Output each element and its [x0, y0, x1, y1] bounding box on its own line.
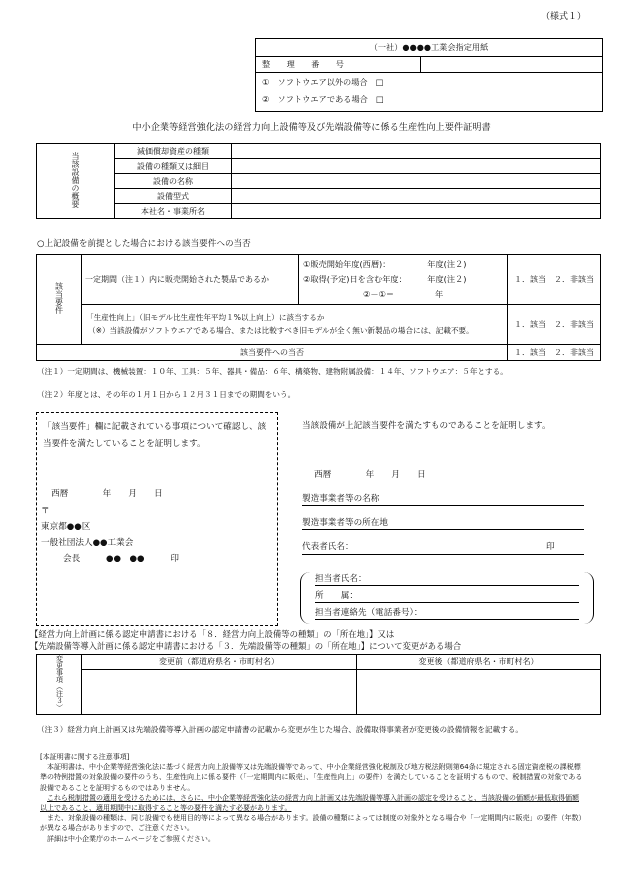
contact-tel-field[interactable]: 担当者連絡先（電話番号）： [315, 608, 579, 620]
change-after-value[interactable] [357, 669, 601, 714]
equipment-value[interactable] [232, 144, 601, 159]
equipment-side-label: 当該設備の概要 [71, 151, 80, 208]
header-box [255, 38, 603, 112]
association-date[interactable]: 西暦 年 月 日 [51, 489, 163, 499]
association-certification [36, 412, 278, 626]
change-before-value[interactable] [82, 669, 357, 714]
association-name: 一般社団法人●●工業会 [41, 538, 134, 548]
ref-number-label: 整 理 番 号 [262, 59, 344, 69]
remarks-paragraph-4: 詳細は中小企業庁のホームページをご参照ください。 [47, 834, 215, 843]
equipment-value[interactable] [232, 174, 601, 189]
requirements-table [36, 254, 601, 361]
change-side-label: 変更事項（注３） [55, 655, 64, 711]
contact-name-field[interactable]: 担当者氏名： [315, 574, 579, 586]
equipment-value[interactable] [232, 204, 601, 219]
sales-start-year[interactable]: ①販売開始年度(西暦)： 年度(注２) [303, 259, 467, 269]
change-after-header: 変更後（都道府県名・市町村名） [357, 655, 601, 670]
association-postal: 〒 [41, 506, 50, 516]
document-title: 中小企業等経営強化法の経営力向上設備等及び先端設備等に係る生産性向上要件証明書 [132, 122, 491, 133]
maker-cert-text: 当該設備が上記該当要件を満たすものであることを証明します。 [302, 421, 551, 431]
year-difference[interactable]: ②－①＝ 年 [363, 289, 444, 299]
remarks-paragraph-1: 本証明書は、中小企業等経営強化法に基づく経営力向上設備等又は先端設備等であって、中小企業経営強化税制及び地方税法附則第64条に規定される固定資産税の課税標準の特例措置の対象設備の要件のうち、生産性向上に係る要件（「一定期間内に販売」、「生産性向上」の要件）を満たしていることを証明するもので、税制措置の対象である設備であることを証明するものではありません。 [40, 763, 583, 792]
equipment-value[interactable] [232, 189, 601, 204]
association-cert-text: 「該当要件」欄に記載されている事項について確認し、該当要件を満たしていることを証明します。 [43, 422, 267, 449]
remarks-heading: [本証明書に関する注意事項] [40, 753, 130, 761]
change-heading-2: 【先端設備等導入計画に係る認定申請書における「３．先端設備等の種類」の「所在地」】について変更がある場合 [30, 641, 462, 651]
remarks-paragraph-3: また、対象設備の種類は、同じ設備でも使用目的等によって異なる場合があります。設備の種類によっては制度の対象外となる場合や「一定期間内に販売」の要件（年数）が異なる場合がありますので、ご注意ください。 [40, 814, 582, 833]
remarks-paragraph-2: これら税制措置の適用を受けるためには、さらに、中小企業等経営強化法の経営力向上計画又は先端設備等導入計画の認定を受けること、当該設備の価額が最低取得価額以上であること、適用期間中に取得すること等の要件を満たす必要があります。 [40, 793, 579, 813]
requirements-side-label: 該当要件 [54, 282, 64, 314]
note-1: （注１）一定期間は、機械装置：１０年、工具：５年、器具・備品：６年、構築物、建物附属設備：１４年、ソフトウエア：５年とする。 [37, 367, 508, 376]
association-address: 東京都●●区 [41, 522, 91, 532]
header-title: （一社）●●●●工業会指定用紙 [369, 42, 489, 52]
equipment-value[interactable] [232, 159, 601, 174]
contact-box [300, 572, 594, 624]
note-3: （注３）経営力向上計画又は先端設備等導入計画の認定申請書の記載から変更が生じた場合、設備取得事業者が変更後の設備情報を記載する。 [37, 725, 523, 734]
equipment-row-label: 設備の種類又は細目 [115, 159, 232, 174]
equipment-table [36, 143, 601, 219]
maker-name-field[interactable]: 製造事業者等の名称 [302, 494, 584, 506]
overall-choice[interactable]: １．該当 ２．非該当 [508, 345, 601, 361]
remarks [40, 752, 585, 844]
seal-mark: 印 [546, 542, 555, 552]
association-chair: 会長 ●● ●● 印 [63, 554, 179, 564]
equipment-row-label: 本社名・事業所名 [115, 204, 232, 219]
equipment-row-label: 設備の名称 [115, 174, 232, 189]
representative-label: 代表者氏名： [302, 542, 354, 552]
productivity-choice[interactable]: １．該当 ２．非該当 [508, 305, 601, 345]
equipment-row-label: 減価償却資産の種類 [115, 144, 232, 159]
change-before-header: 変更前（都道府県名・市町村名） [82, 655, 357, 670]
form-number: （様式１） [541, 12, 587, 22]
contact-dept-field[interactable]: 所 属： [315, 591, 579, 603]
option-non-software[interactable]: ① ソフトウエア以外の場合 □ [262, 77, 384, 87]
requirement-period-desc: 一定期間（注１）内に販売開始された製品であるか [82, 255, 299, 305]
period-choice[interactable]: １．該当 ２．非該当 [508, 255, 601, 305]
maker-address-field[interactable]: 製造事業者等の所在地 [302, 518, 584, 530]
equipment-row-label: 設備型式 [115, 189, 232, 204]
productivity-note: （※）当該設備がソフトウエアである場合、または比較すべき旧モデルが全く無い新製品の場合には、記載不要。 [88, 325, 474, 335]
maker-date[interactable]: 西暦 年 月 日 [314, 470, 426, 480]
requirements-heading: ○上記設備を前提とした場合における該当要件への当否 [37, 239, 251, 249]
overall-requirement-label: 該当要件への当否 [37, 345, 508, 361]
note-2: （注２）年度とは、その年の１月１日から１２月３１日までの期間をいう。 [37, 390, 296, 399]
acquisition-year[interactable]: ②取得(予定)日を含む年度： 年度(注２) [303, 274, 467, 284]
change-heading-1: 【経営力向上計画に係る認定申請書における「８．経営力向上設備等の種類」の「所在地」】又は [30, 629, 395, 639]
change-table [36, 654, 601, 715]
productivity-desc: 「生産性向上」（旧モデル比生産性年平均１%以上向上）に該当するか [86, 313, 325, 322]
option-software[interactable]: ② ソフトウエアである場合 □ [262, 94, 384, 104]
representative-field[interactable] [302, 542, 584, 555]
